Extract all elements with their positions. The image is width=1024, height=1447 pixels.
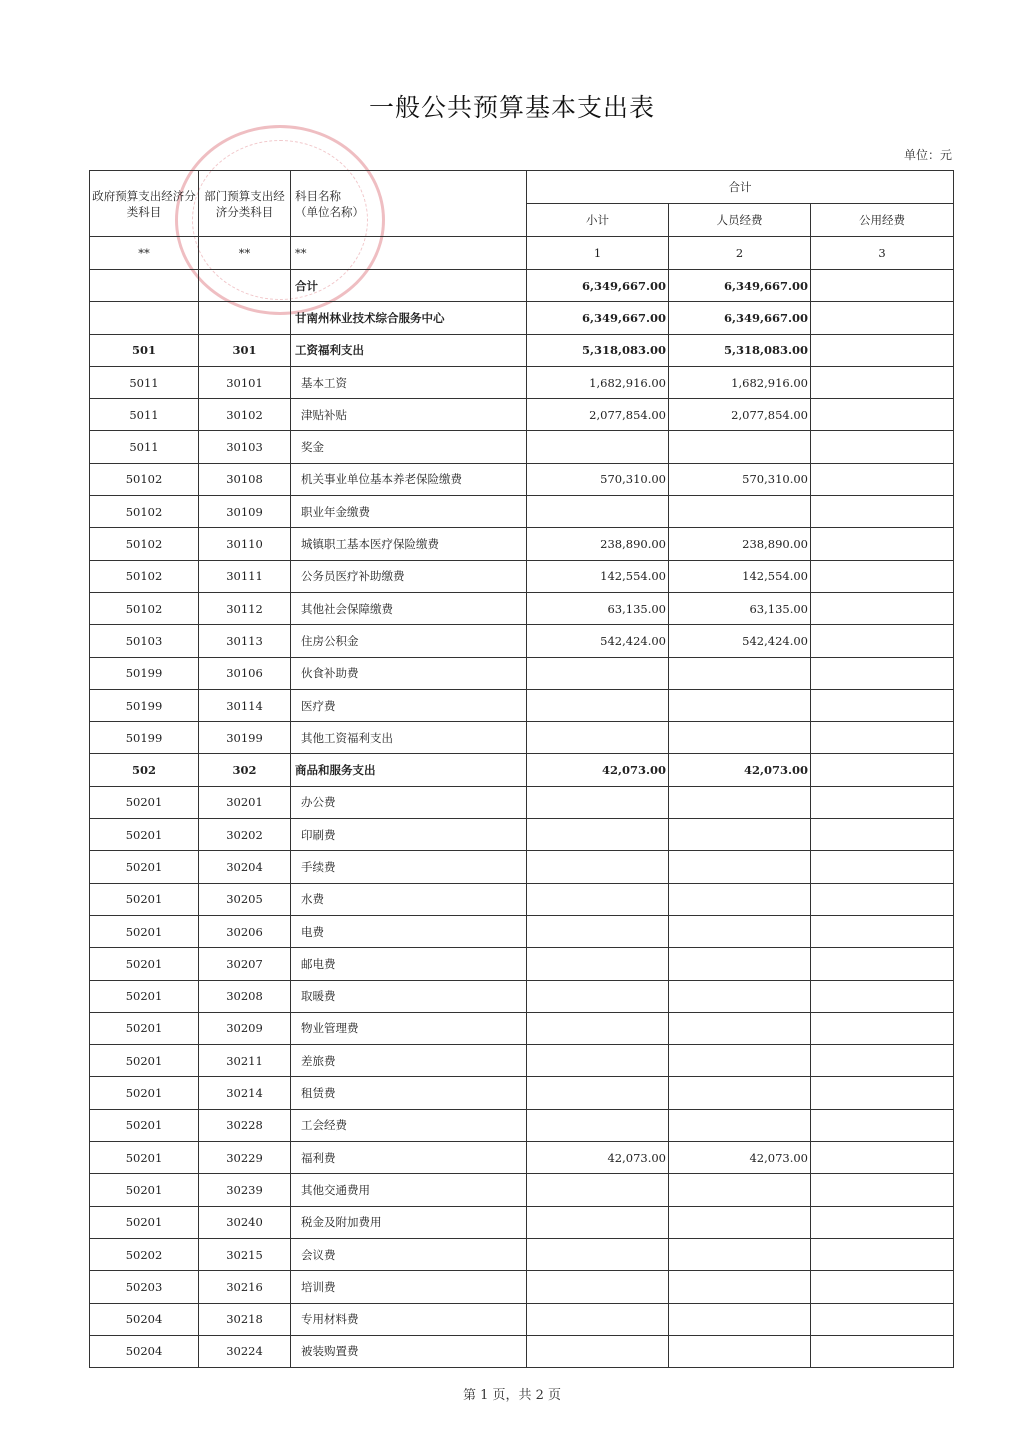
item-name-cell: 福利费 [291, 1142, 527, 1174]
table-row [90, 528, 954, 560]
subtotal-cell [527, 948, 669, 980]
header-subtotal: 小计 [527, 204, 669, 237]
gov-code-cell: 50203 [90, 1271, 199, 1303]
subtotal-cell: 1,682,916.00 [527, 366, 669, 398]
subtotal-cell [527, 722, 669, 754]
header-gov-code: 政府预算支出经济分类科目 [90, 171, 199, 237]
gov-code-cell: 50199 [90, 657, 199, 689]
public-cell [811, 722, 954, 754]
table-row [90, 302, 954, 334]
budget-table-container [89, 170, 954, 1368]
table-row [90, 1303, 954, 1335]
public-cell [811, 431, 954, 463]
subtotal-cell: 6,349,667.00 [527, 270, 669, 302]
dept-code-cell: 301 [199, 334, 291, 366]
table-row [90, 657, 954, 689]
public-cell [811, 851, 954, 883]
table-row [90, 1271, 954, 1303]
table-row [90, 1077, 954, 1109]
index-name: ** [291, 237, 527, 270]
subtotal-cell [527, 819, 669, 851]
gov-code-cell: 50204 [90, 1303, 199, 1335]
public-cell [811, 1142, 954, 1174]
dept-code-cell: 30113 [199, 625, 291, 657]
index-col-3: 3 [811, 237, 954, 270]
public-cell [811, 270, 954, 302]
item-name-cell: 其他社会保障缴费 [291, 592, 527, 624]
personnel-cell [669, 1206, 811, 1238]
table-row [90, 625, 954, 657]
gov-code-cell: 50201 [90, 1206, 199, 1238]
public-cell [811, 689, 954, 721]
subtotal-cell [527, 1206, 669, 1238]
public-cell [811, 786, 954, 818]
item-name-cell: 基本工资 [291, 366, 527, 398]
personnel-cell [669, 1238, 811, 1270]
gov-code-cell: 50201 [90, 915, 199, 947]
subtotal-cell [527, 1271, 669, 1303]
subtotal-cell [527, 851, 669, 883]
public-cell [811, 1045, 954, 1077]
subtotal-cell [527, 1109, 669, 1141]
item-name-cell: 商品和服务支出 [291, 754, 527, 786]
dept-code-cell: 30114 [199, 689, 291, 721]
gov-code-cell: 5011 [90, 399, 199, 431]
table-row [90, 270, 954, 302]
personnel-cell [669, 1077, 811, 1109]
gov-code-cell: 50102 [90, 528, 199, 560]
subtotal-cell [527, 431, 669, 463]
personnel-cell [669, 1271, 811, 1303]
subtotal-cell: 238,890.00 [527, 528, 669, 560]
dept-code-cell: 30101 [199, 366, 291, 398]
subtotal-cell [527, 689, 669, 721]
dept-code-cell [199, 270, 291, 302]
gov-code-cell: 501 [90, 334, 199, 366]
table-row [90, 592, 954, 624]
dept-code-cell: 30209 [199, 1012, 291, 1044]
gov-code-cell [90, 302, 199, 334]
table-row [90, 560, 954, 592]
gov-code-cell: 50201 [90, 883, 199, 915]
item-name-cell: 工会经费 [291, 1109, 527, 1141]
subtotal-cell: 42,073.00 [527, 754, 669, 786]
item-name-cell: 津贴补贴 [291, 399, 527, 431]
item-name-cell: 公务员医疗补助缴费 [291, 560, 527, 592]
dept-code-cell: 30109 [199, 496, 291, 528]
table-row [90, 722, 954, 754]
subtotal-cell [527, 883, 669, 915]
personnel-cell: 2,077,854.00 [669, 399, 811, 431]
personnel-cell [669, 496, 811, 528]
item-name-cell: 电费 [291, 915, 527, 947]
dept-code-cell: 30199 [199, 722, 291, 754]
subtotal-cell [527, 1077, 669, 1109]
item-name-cell: 机关事业单位基本养老保险缴费 [291, 463, 527, 495]
dept-code-cell: 30228 [199, 1109, 291, 1141]
public-cell [811, 1238, 954, 1270]
dept-code-cell: 30218 [199, 1303, 291, 1335]
item-name-cell: 住房公积金 [291, 625, 527, 657]
personnel-cell [669, 1012, 811, 1044]
table-row [90, 366, 954, 398]
page-title: 一般公共预算基本支出表 [368, 93, 655, 122]
dept-code-cell: 30211 [199, 1045, 291, 1077]
item-name-cell: 其他交通费用 [291, 1174, 527, 1206]
item-name-cell: 被装购置费 [291, 1335, 527, 1367]
public-cell [811, 1012, 954, 1044]
subtotal-cell [527, 1174, 669, 1206]
personnel-cell: 238,890.00 [669, 528, 811, 560]
public-cell [811, 560, 954, 592]
index-col-1: 1 [527, 237, 669, 270]
table-row [90, 980, 954, 1012]
subtotal-cell [527, 1335, 669, 1367]
dept-code-cell: 30206 [199, 915, 291, 947]
gov-code-cell: 50102 [90, 592, 199, 624]
public-cell [811, 819, 954, 851]
item-name-cell: 专用材料费 [291, 1303, 527, 1335]
table-row [90, 1335, 954, 1367]
gov-code-cell: 50102 [90, 496, 199, 528]
subtotal-cell [527, 496, 669, 528]
personnel-cell [669, 915, 811, 947]
public-cell [811, 948, 954, 980]
table-row [90, 754, 954, 786]
dept-code-cell: 30208 [199, 980, 291, 1012]
personnel-cell [669, 948, 811, 980]
item-name-cell: 印刷费 [291, 819, 527, 851]
gov-code-cell: 50201 [90, 1077, 199, 1109]
dept-code-cell: 30110 [199, 528, 291, 560]
subtotal-cell: 542,424.00 [527, 625, 669, 657]
personnel-cell [669, 786, 811, 818]
personnel-cell [669, 851, 811, 883]
gov-code-cell: 502 [90, 754, 199, 786]
personnel-cell [669, 657, 811, 689]
table-row [90, 334, 954, 366]
gov-code-cell: 50201 [90, 1045, 199, 1077]
index-col-2: 2 [669, 237, 811, 270]
personnel-cell: 570,310.00 [669, 463, 811, 495]
public-cell [811, 366, 954, 398]
item-name-cell: 差旅费 [291, 1045, 527, 1077]
subtotal-cell [527, 1045, 669, 1077]
budget-table [89, 170, 954, 1368]
subtotal-cell: 5,318,083.00 [527, 334, 669, 366]
gov-code-cell: 50204 [90, 1335, 199, 1367]
personnel-cell: 42,073.00 [669, 1142, 811, 1174]
page-footer: 第 1 页，共 2 页 [462, 1388, 562, 1403]
subtotal-cell [527, 1012, 669, 1044]
dept-code-cell: 30112 [199, 592, 291, 624]
table-row [90, 851, 954, 883]
item-name-cell: 甘南州林业技术综合服务中心 [291, 302, 527, 334]
item-name-cell: 职业年金缴费 [291, 496, 527, 528]
table-row [90, 1206, 954, 1238]
header-name [291, 171, 527, 237]
item-name-cell: 城镇职工基本医疗保险缴费 [291, 528, 527, 560]
item-name-cell: 手续费 [291, 851, 527, 883]
public-cell [811, 1206, 954, 1238]
item-name-cell: 税金及附加费用 [291, 1206, 527, 1238]
subtotal-cell: 142,554.00 [527, 560, 669, 592]
gov-code-cell: 50201 [90, 786, 199, 818]
gov-code-cell: 50201 [90, 1109, 199, 1141]
public-cell [811, 528, 954, 560]
table-row [90, 1174, 954, 1206]
gov-code-cell: 50103 [90, 625, 199, 657]
personnel-cell: 42,073.00 [669, 754, 811, 786]
table-row [90, 948, 954, 980]
item-name-cell: 奖金 [291, 431, 527, 463]
dept-code-cell: 30111 [199, 560, 291, 592]
personnel-cell: 5,318,083.00 [669, 334, 811, 366]
subtotal-cell [527, 1238, 669, 1270]
public-cell [811, 1109, 954, 1141]
dept-code-cell: 30215 [199, 1238, 291, 1270]
public-cell [811, 883, 954, 915]
public-cell [811, 592, 954, 624]
table-row [90, 1045, 954, 1077]
personnel-cell [669, 431, 811, 463]
subtotal-cell: 6,349,667.00 [527, 302, 669, 334]
gov-code-cell: 50199 [90, 722, 199, 754]
personnel-cell [669, 689, 811, 721]
table-row [90, 496, 954, 528]
table-row [90, 689, 954, 721]
table-row [90, 431, 954, 463]
item-name-cell: 伙食补助费 [291, 657, 527, 689]
dept-code-cell: 30207 [199, 948, 291, 980]
personnel-cell: 63,135.00 [669, 592, 811, 624]
public-cell [811, 496, 954, 528]
item-name-cell: 合计 [291, 270, 527, 302]
public-cell [811, 1271, 954, 1303]
gov-code-cell: 50201 [90, 948, 199, 980]
subtotal-cell: 570,310.00 [527, 463, 669, 495]
header-dept-code: 部门预算支出经济分类科目 [199, 171, 291, 237]
personnel-cell: 6,349,667.00 [669, 270, 811, 302]
table-body [90, 270, 954, 1368]
gov-code-cell: 50202 [90, 1238, 199, 1270]
item-name-cell: 会议费 [291, 1238, 527, 1270]
gov-code-cell: 5011 [90, 366, 199, 398]
personnel-cell: 542,424.00 [669, 625, 811, 657]
item-name-cell: 医疗费 [291, 689, 527, 721]
personnel-cell [669, 819, 811, 851]
dept-code-cell: 30224 [199, 1335, 291, 1367]
dept-code-cell: 30214 [199, 1077, 291, 1109]
subtotal-cell [527, 657, 669, 689]
dept-code-cell: 30240 [199, 1206, 291, 1238]
public-cell [811, 463, 954, 495]
item-name-cell: 水费 [291, 883, 527, 915]
public-cell [811, 657, 954, 689]
table-row [90, 819, 954, 851]
gov-code-cell: 5011 [90, 431, 199, 463]
public-cell [811, 1174, 954, 1206]
subtotal-cell: 2,077,854.00 [527, 399, 669, 431]
gov-code-cell: 50201 [90, 1174, 199, 1206]
dept-code-cell: 302 [199, 754, 291, 786]
public-cell [811, 334, 954, 366]
item-name-cell: 工资福利支出 [291, 334, 527, 366]
gov-code-cell: 50201 [90, 980, 199, 1012]
dept-code-cell: 30202 [199, 819, 291, 851]
gov-code-cell: 50201 [90, 1012, 199, 1044]
gov-code-cell: 50199 [90, 689, 199, 721]
personnel-cell [669, 1045, 811, 1077]
gov-code-cell: 50201 [90, 1142, 199, 1174]
dept-code-cell: 30103 [199, 431, 291, 463]
public-cell [811, 754, 954, 786]
personnel-cell [669, 980, 811, 1012]
subtotal-cell [527, 980, 669, 1012]
personnel-cell [669, 1109, 811, 1141]
dept-code-cell: 30102 [199, 399, 291, 431]
public-cell [811, 980, 954, 1012]
dept-code-cell: 30239 [199, 1174, 291, 1206]
subtotal-cell [527, 915, 669, 947]
subtotal-cell: 63,135.00 [527, 592, 669, 624]
table-row [90, 1142, 954, 1174]
personnel-cell [669, 1174, 811, 1206]
personnel-cell [669, 722, 811, 754]
public-cell [811, 1303, 954, 1335]
public-cell [811, 1077, 954, 1109]
public-cell [811, 399, 954, 431]
table-row [90, 1238, 954, 1270]
header-public: 公用经费 [811, 204, 954, 237]
dept-code-cell: 30108 [199, 463, 291, 495]
personnel-cell: 142,554.00 [669, 560, 811, 592]
public-cell [811, 1335, 954, 1367]
gov-code-cell [90, 270, 199, 302]
header-name-line2: （单位名称） [295, 204, 364, 219]
dept-code-cell [199, 302, 291, 334]
table-row [90, 883, 954, 915]
personnel-cell: 6,349,667.00 [669, 302, 811, 334]
subtotal-cell [527, 1303, 669, 1335]
header-total-group: 合计 [527, 171, 954, 204]
item-name-cell: 办公费 [291, 786, 527, 818]
table-row [90, 786, 954, 818]
gov-code-cell: 50102 [90, 560, 199, 592]
item-name-cell: 租赁费 [291, 1077, 527, 1109]
item-name-cell: 其他工资福利支出 [291, 722, 527, 754]
subtotal-cell: 42,073.00 [527, 1142, 669, 1174]
dept-code-cell: 30205 [199, 883, 291, 915]
table-row [90, 1109, 954, 1141]
gov-code-cell: 50201 [90, 851, 199, 883]
table-row [90, 1012, 954, 1044]
item-name-cell: 培训费 [291, 1271, 527, 1303]
table-row [90, 915, 954, 947]
table-row [90, 463, 954, 495]
personnel-cell [669, 1335, 811, 1367]
gov-code-cell: 50102 [90, 463, 199, 495]
dept-code-cell: 30204 [199, 851, 291, 883]
index-gov: ** [90, 237, 199, 270]
table-row [90, 399, 954, 431]
subtotal-cell [527, 786, 669, 818]
index-dept: ** [199, 237, 291, 270]
header-name-line1: 科目名称 [295, 188, 341, 203]
unit-label: 单位：元 [903, 148, 952, 162]
item-name-cell: 物业管理费 [291, 1012, 527, 1044]
header-personnel: 人员经费 [669, 204, 811, 237]
item-name-cell: 邮电费 [291, 948, 527, 980]
item-name-cell: 取暖费 [291, 980, 527, 1012]
public-cell [811, 625, 954, 657]
personnel-cell: 1,682,916.00 [669, 366, 811, 398]
personnel-cell [669, 883, 811, 915]
dept-code-cell: 30216 [199, 1271, 291, 1303]
public-cell [811, 915, 954, 947]
dept-code-cell: 30106 [199, 657, 291, 689]
public-cell [811, 302, 954, 334]
dept-code-cell: 30201 [199, 786, 291, 818]
dept-code-cell: 30229 [199, 1142, 291, 1174]
gov-code-cell: 50201 [90, 819, 199, 851]
personnel-cell [669, 1303, 811, 1335]
